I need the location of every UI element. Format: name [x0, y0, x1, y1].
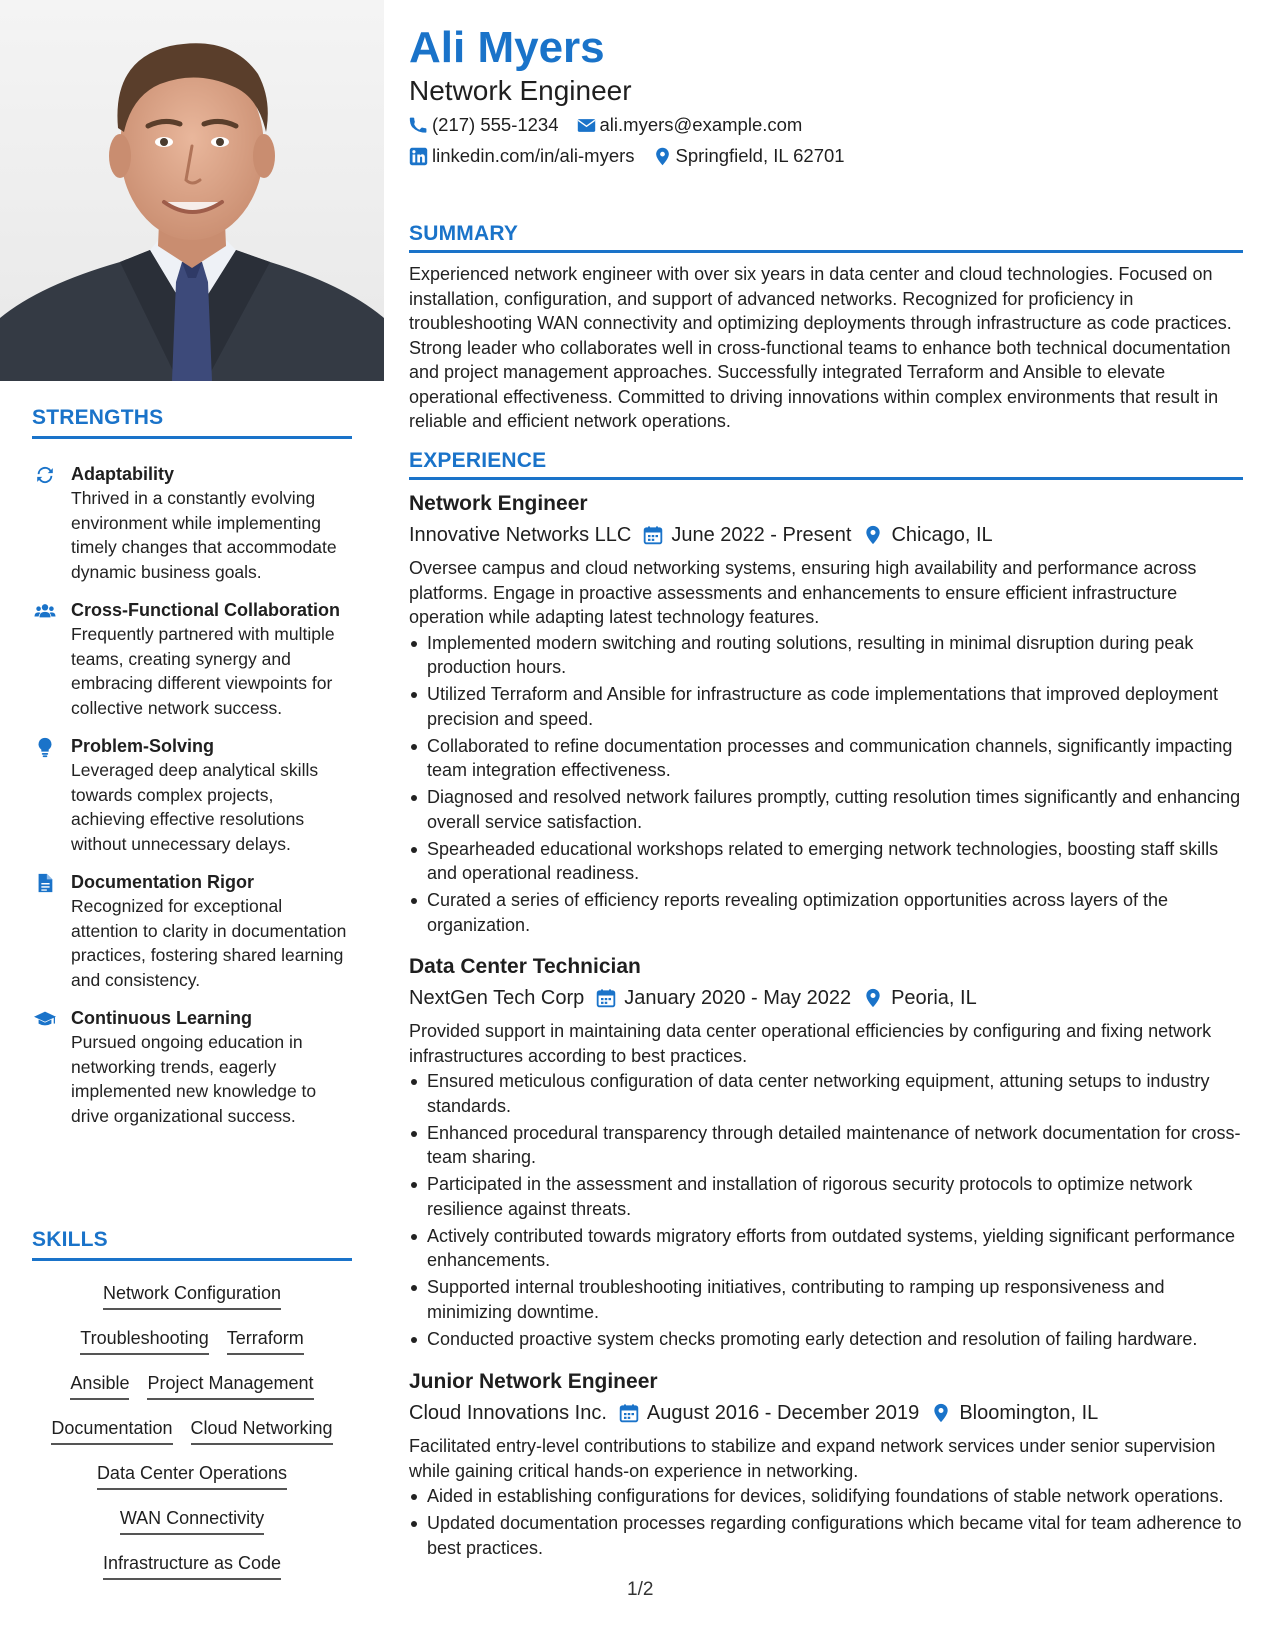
job-bullet: Spearheaded educational workshops related to emerging network technologies, boosting staff skills and operational readiness. — [409, 837, 1243, 886]
job-meta — [409, 983, 1243, 1013]
strengths-list — [32, 462, 352, 1142]
strengths-heading: STRENGTHS — [32, 406, 352, 439]
job-meta — [409, 1398, 1243, 1428]
strength-title: Continuous Learning — [71, 1008, 252, 1028]
lightbulb-icon — [34, 736, 56, 758]
job-role: Data Center Technician — [409, 955, 641, 978]
job-bullet: Collaborated to refine documentation processes and communication channels, significantly impacting team integration effectiveness. — [409, 734, 1243, 783]
job-entry — [409, 490, 1243, 940]
strength-title: Cross-Functional Collaboration — [71, 600, 341, 620]
envelope-icon — [577, 116, 596, 135]
job-dates: January 2020 - May 2022 — [624, 987, 852, 1009]
strength-desc: Pursued ongoing education in networking trends, eagerly implemented new knowledge to drive organizational success. — [71, 1032, 317, 1126]
location-contact — [653, 144, 845, 168]
job-dates: August 2016 - December 2019 — [646, 1402, 920, 1424]
skills-row — [32, 1460, 352, 1505]
job-description: Provided support in maintaining data center operational efficiencies by configuring and fixing network infrastructures according to best practices. — [409, 1021, 1212, 1066]
job-bullet: Actively contributed towards migratory efforts from outdated systems, yielding significant performance enhancements. — [409, 1224, 1243, 1273]
skills-row — [32, 1505, 352, 1550]
skill-tag: Network Configuration — [103, 1280, 281, 1310]
job-bullet: Participated in the assessment and installation of rigorous security protocols to optimize network resilience against threats. — [409, 1172, 1243, 1221]
skill-tag: Troubleshooting — [80, 1325, 208, 1355]
skills-heading: SKILLS — [32, 1228, 352, 1261]
job-bullets — [409, 1069, 1243, 1351]
skill-tag: Infrastructure as Code — [103, 1550, 281, 1580]
strength-title: Adaptability — [71, 464, 175, 484]
skill-tag: Documentation — [51, 1415, 172, 1445]
job-company: NextGen Tech Corp — [409, 987, 585, 1009]
job-bullet: Implemented modern switching and routing solutions, resulting in minimal disruption during peak production hours. — [409, 631, 1243, 680]
job-location: Bloomington, IL — [959, 1402, 1099, 1424]
map-pin-icon — [863, 525, 883, 545]
skills-list — [32, 1280, 352, 1595]
experience-heading: EXPERIENCE — [409, 449, 1243, 480]
job-entry — [409, 1368, 1243, 1563]
location-text: Springfield, IL 62701 — [675, 145, 845, 166]
contact-row-primary — [409, 113, 802, 137]
job-meta — [409, 520, 1243, 550]
calendar-icon — [596, 988, 616, 1008]
strength-title: Problem-Solving — [71, 736, 215, 756]
job-dates: June 2022 - Present — [671, 524, 852, 546]
strength-item — [32, 870, 352, 992]
job-bullets — [409, 1484, 1243, 1560]
map-pin-icon — [863, 988, 883, 1008]
map-pin-icon — [931, 1403, 951, 1423]
skill-tag: Terraform — [227, 1325, 304, 1355]
job-bullet: Ensured meticulous configuration of data center networking equipment, attuning setups to industry standards. — [409, 1069, 1243, 1118]
phone-text: (217) 555-1234 — [432, 114, 559, 135]
job-bullet: Supported internal troubleshooting initiatives, contributing to ramping up responsiveness and minimizing downtime. — [409, 1275, 1243, 1324]
job-description: Facilitated entry-level contributions to stabilize and expand network services under senior supervision while gaining critical hands-on experience in networking. — [409, 1436, 1216, 1481]
job-bullet: Enhanced procedural transparency through detailed maintenance of network documentation for cross-team sharing. — [409, 1121, 1243, 1170]
summary-text: Experienced network engineer with over six years in data center and cloud technologies. Focused on installation, configuration, and support of advanced networks. Recognized for proficiency in troubleshooting WAN connectivity and optimizing deployments through infrastructure as code practices. Strong leader who collaborates well in cross-functional teams to enhance both technical documentation and project management approaches. Successfully integrated Terraform and Ansible to elevate operational effectiveness. Committed to driving innovations within complex environments that result in reliable and efficient network operations. — [409, 264, 1232, 431]
skill-tag: Project Management — [147, 1370, 313, 1400]
job-company: Innovative Networks LLC — [409, 524, 632, 546]
job-bullet: Conducted proactive system checks promoting early detection and resolution of failing hardware. — [409, 1327, 1243, 1352]
calendar-icon — [619, 1403, 639, 1423]
skill-tag: WAN Connectivity — [120, 1505, 264, 1535]
job-company: Cloud Innovations Inc. — [409, 1402, 607, 1424]
page-number: 1/2 — [627, 1579, 654, 1600]
strength-desc: Frequently partnered with multiple teams, creating synergy and embracing different viewpoints for collective network success. — [71, 624, 335, 718]
candidate-title: Network Engineer — [409, 75, 632, 106]
map-pin-icon — [653, 147, 672, 166]
job-location: Peoria, IL — [891, 987, 977, 1009]
profile-photo — [0, 0, 384, 381]
job-bullets — [409, 631, 1243, 938]
skills-row — [32, 1280, 352, 1325]
strength-item — [32, 462, 352, 584]
calendar-icon — [643, 525, 663, 545]
job-description: Oversee campus and cloud networking systems, ensuring high availability and performance across platforms. Engage in proactive assessments and enhancements to ensure efficient infrastructure operation while adapting latest technology features. — [409, 558, 1197, 627]
job-bullet: Curated a series of efficiency reports revealing optimization opportunities across layers of the organization. — [409, 888, 1243, 937]
email-text: ali.myers@example.com — [599, 114, 803, 135]
strength-item — [32, 1006, 352, 1128]
skill-tag: Cloud Networking — [191, 1415, 333, 1445]
linkedin-contact[interactable] — [409, 144, 635, 168]
summary-heading: SUMMARY — [409, 222, 1243, 253]
portrait-illustration — [0, 0, 384, 381]
contact-row-secondary — [409, 144, 845, 168]
skill-tag: Ansible — [70, 1370, 129, 1400]
phone-contact[interactable] — [409, 113, 559, 137]
graduation-cap-icon — [34, 1008, 56, 1030]
document-icon — [34, 872, 56, 894]
skill-tag: Data Center Operations — [97, 1460, 287, 1490]
job-bullet: Updated documentation processes regarding configurations which became vital for team adherence to best practices. — [409, 1511, 1243, 1560]
job-bullet: Diagnosed and resolved network failures promptly, cutting resolution times significantly and enhancing overall service satisfaction. — [409, 785, 1243, 834]
job-role: Junior Network Engineer — [409, 1370, 658, 1393]
strength-item — [32, 734, 352, 856]
strength-item — [32, 598, 352, 720]
skills-row — [32, 1550, 352, 1595]
sidebar — [0, 0, 385, 1650]
users-icon — [34, 600, 56, 622]
job-bullet: Aided in establishing configurations for devices, solidifying foundations of stable network operations. — [409, 1484, 1243, 1509]
strength-desc: Recognized for exceptional attention to clarity in documentation practices, fostering shared learning and consistency. — [71, 896, 347, 990]
skills-row — [32, 1325, 352, 1370]
linkedin-text: linkedin.com/in/ali-myers — [432, 145, 635, 166]
job-bullet: Utilized Terraform and Ansible for infrastructure as code implementations that improved deployment precision and speed. — [409, 682, 1243, 731]
job-entry — [409, 953, 1243, 1354]
strength-title: Documentation Rigor — [71, 872, 254, 892]
candidate-name: Ali Myers — [409, 23, 605, 72]
linkedin-icon — [409, 147, 428, 166]
strength-desc: Leveraged deep analytical skills towards complex projects, achieving effective resolutions without unnecessary delays. — [71, 760, 319, 854]
skills-row — [32, 1415, 352, 1460]
email-contact[interactable] — [577, 113, 803, 137]
strength-desc: Thrived in a constantly evolving environment while implementing timely changes that accommodate dynamic business goals. — [71, 488, 337, 582]
phone-icon — [409, 116, 428, 135]
job-role: Network Engineer — [409, 492, 588, 515]
skills-row — [32, 1370, 352, 1415]
sync-icon — [34, 464, 56, 486]
job-location: Chicago, IL — [891, 524, 993, 546]
